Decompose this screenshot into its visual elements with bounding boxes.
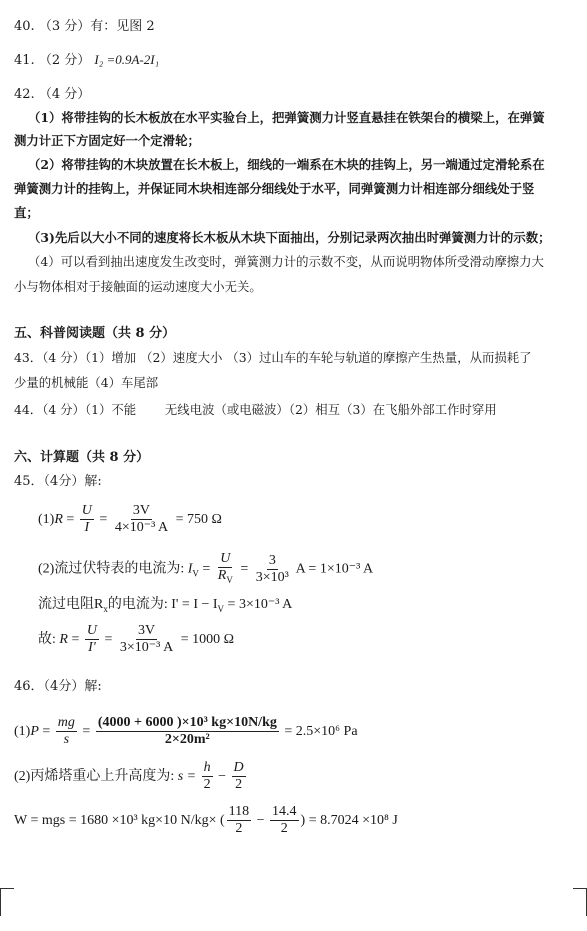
q45-f4-var: R xyxy=(59,632,68,647)
q45-f4-I: I' xyxy=(88,640,96,656)
q40-line xyxy=(14,18,155,36)
q46-formula-2: (2)丙烯塔重心上升高度为: s = $\frac{h}{2}$ − $\frac{D}{2}$ xyxy=(14,760,244,793)
q45-f4-frac-ui xyxy=(85,623,99,656)
q46-f3-n2: 14.4 xyxy=(272,804,297,820)
q45-f3-text: 流过电阻R xyxy=(38,597,104,612)
q46-f1-prefix: (1) xyxy=(14,724,31,739)
q46-f2-h: h xyxy=(203,760,211,776)
q42-points: （4 分） xyxy=(38,87,91,102)
q46-formula-1: (1)P = $\frac{mg}{s}$ = $\frac{\text{(4000 + 6000 )×10³ kg×10N/kg}}{\text{2×20m²}}$ = 2.5×10⁶ Pa xyxy=(14,715,358,748)
q45-formula-1: (1)R = $\frac{U}{I}$ = $\frac{3V}{\text{4×10⁻³ A}}$ = 750 Ω xyxy=(38,503,222,536)
q45-f2-RV: R xyxy=(217,568,227,583)
section-5-title: 五、科普阅读题（共 8 分） xyxy=(14,326,176,341)
q45-f1-var: R xyxy=(54,512,63,527)
q45-f2-IV-sub: V xyxy=(192,568,199,579)
q45-f4-frac-value xyxy=(118,623,175,656)
q45-f1-frac-ui xyxy=(80,503,94,536)
q41-number: 41. xyxy=(14,53,35,68)
q46-formula-3: W = mgs = 1680 ×10³ kg×10 N/kg× ( $\frac{118}{2}$ − $\frac{14.4}{2}$ ) = 8.7024 ×10⁸ J xyxy=(14,804,398,837)
q46-f3-frac-1 xyxy=(227,804,251,837)
q45-f3-rest: 的电流为: I' = I − I xyxy=(107,597,218,612)
q45-f1-frac-value xyxy=(113,503,170,536)
q46-f2-frac-h xyxy=(202,760,213,793)
q45-formula-4: 故: R = $\frac{U}{I'}$ = $\frac{3V}{\text{3×10⁻³ A}}$ = 1000 Ω xyxy=(38,623,235,656)
q41-line xyxy=(14,51,159,70)
q45-f3-result: = 3×10⁻³ A xyxy=(224,597,293,612)
q46-f1-num: (4000 + 6000 )×10³ kg×10N/kg xyxy=(97,715,277,731)
q45-f2-num: 3 xyxy=(268,552,276,568)
q45-f1-num: 3V xyxy=(132,503,151,519)
q45-f1-U: U xyxy=(81,503,92,519)
q42-step4-line2: 小与物体相对于接触面的运动速度大小无关。 xyxy=(14,279,262,294)
q46-f1-s: s xyxy=(63,732,70,748)
q40-text: （3 分）有：见图 2 xyxy=(38,19,155,34)
q42-step2-line2: 弹簧测力计的挂钩上，并保证同木块相连部分细线处于水平，同弹簧测力计相连部分细线处于竖 xyxy=(14,181,535,196)
q45-f1-I: I xyxy=(84,520,90,536)
q42-step2-line3: 直； xyxy=(14,205,39,220)
q46-f2-2b: 2 xyxy=(235,777,243,793)
q46-f1-den: 2×20m² xyxy=(164,732,210,748)
q42-step1-line1: （1）将带挂钩的长木板放在水平实验台上，把弹簧测力计竖直悬挂在铁架台的横梁上，在弹簧 xyxy=(28,110,545,125)
q46-f2-s: s = xyxy=(177,769,197,784)
q45-f3-sub2: V xyxy=(217,603,225,614)
q45-f4-den: 3×10⁻³ A xyxy=(119,640,174,656)
crop-mark-right-h xyxy=(573,888,587,889)
q46-f2-frac-d xyxy=(232,760,246,793)
q46-f1-frac-value xyxy=(96,715,279,748)
crop-mark-left-h xyxy=(0,888,14,889)
q42-number: 42. xyxy=(14,87,35,102)
q45-formula-3 xyxy=(38,596,292,618)
section-6-title: 六、计算题（共 8 分） xyxy=(14,450,150,465)
q44-line1: 44．（4 分）（1）不能 无线电波（或电磁波）（2）相互（3）在飞船外部工作时穿用 xyxy=(14,402,497,417)
q45-f2-result: A = 1×10⁻³ A xyxy=(295,561,374,577)
q46-f3-frac-2 xyxy=(270,804,299,837)
q45-f2-prefix: (2)流过伏特表的电流为: xyxy=(38,561,185,577)
q45-f2-RV-sub: V xyxy=(226,574,233,585)
q41-formula: I₂ =0.9A-2I₁ xyxy=(94,52,160,67)
q46-f3-d1: 2 xyxy=(235,821,243,837)
q42-step2-line1: （2）将带挂钩的木块放置在长木板上，细线的一端系在木块的挂钩上，另一端通过定滑轮系在 xyxy=(28,157,545,172)
q42-step3: （3)先后以大小不同的速度将长木板从木块下面抽出，分别记录两次抽出时弹簧测力计的示数； xyxy=(28,230,551,245)
q42-step1-line2: 测力计正下方固定好一个定滑轮； xyxy=(14,133,200,148)
q46-f1-mg: mg xyxy=(57,715,75,731)
q45-f2-IV: I xyxy=(187,561,193,577)
q45-f3-sub: x xyxy=(103,603,108,614)
q46-f3-result: ) = 8.7024 ×10⁸ J xyxy=(300,813,398,828)
q43-line1: 43．（4 分）（1）增加 （2）速度大小 （3）过山车的车轮与轨道的摩擦产生热量，从而损耗了 xyxy=(14,350,532,365)
q46-f2-D: D xyxy=(233,760,244,776)
q45-f4-U: U xyxy=(86,623,97,639)
q45-f2-frac-value xyxy=(254,553,291,586)
q45-f4-num: 3V xyxy=(137,623,156,639)
q46-f3-n1: 118 xyxy=(228,804,250,820)
q42-step4-line1: （4）可以看到抽出速度发生改变时，弹簧测力计的示数不变，从而说明物体所受滑动摩擦力大 xyxy=(28,254,544,269)
q46-f3-prefix: W = mgs = 1680 ×10³ kg×10 N/kg× ( xyxy=(14,813,225,828)
q45-f4-result: = 1000 Ω xyxy=(180,632,235,647)
q46-f1-result: = 2.5×10⁶ Pa xyxy=(284,724,358,739)
q45-f2-frac-ur xyxy=(216,551,235,588)
q46-f1-frac-mgs xyxy=(56,715,77,748)
q45-f1-result: = 750 Ω xyxy=(175,512,222,527)
q46-header: 46．（4分）解: xyxy=(14,679,102,694)
crop-mark-left xyxy=(0,888,1,916)
q45-f2-U: U xyxy=(220,551,231,566)
q45-f1-prefix: (1) xyxy=(38,512,55,527)
q41-points: （2 分） xyxy=(38,53,91,68)
q46-f1-P: P xyxy=(30,724,39,739)
q46-f3-d2: 2 xyxy=(280,821,288,837)
q45-f2-den: 3×10³ xyxy=(255,569,289,585)
q45-formula-2: (2)流过伏特表的电流为: $I_V$ = $\frac{U}{R_V}$ = $\frac{3}{\text{3×10³}}$ A = 1×10⁻³ A xyxy=(38,551,373,591)
q45-f4-prefix: 故: xyxy=(38,632,56,647)
q45-f1-den: 4×10⁻³ A xyxy=(114,520,169,536)
q46-f2-prefix: (2)丙烯塔重心上升高度为: xyxy=(14,769,175,784)
q40-number: 40. xyxy=(14,19,35,34)
q46-f2-2a: 2 xyxy=(203,777,211,793)
q42-header xyxy=(14,86,90,104)
q43-line2: 少量的机械能（4）车尾部 xyxy=(14,375,159,390)
q45-header: 45．（4分）解: xyxy=(14,474,102,489)
